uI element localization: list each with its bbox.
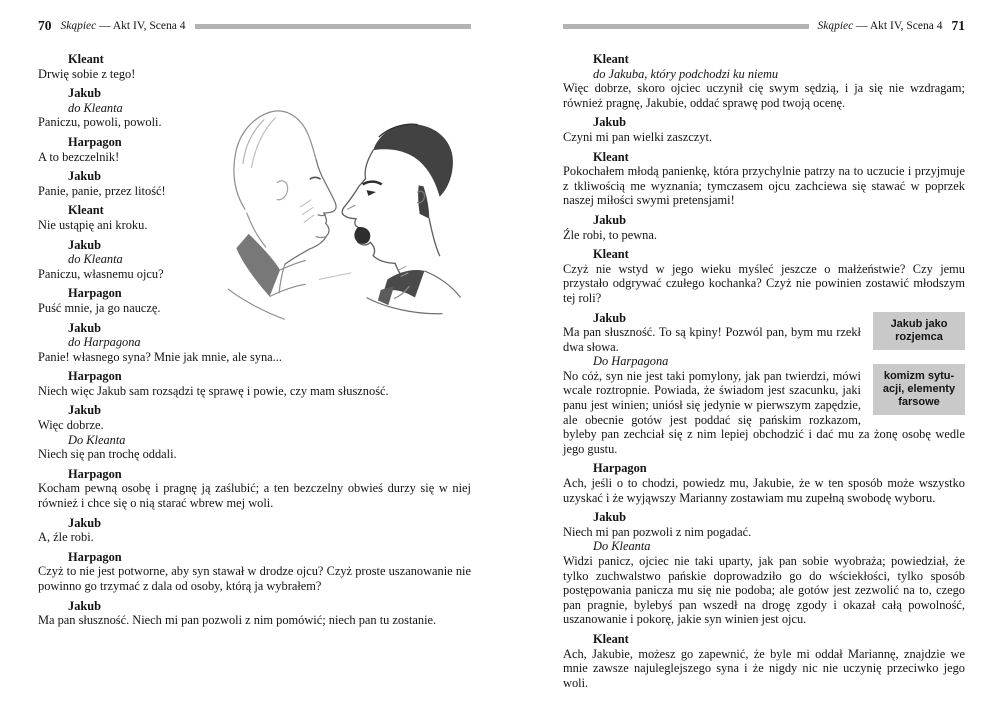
speaker-name: Kleant xyxy=(593,631,629,646)
speaker-name: Jakub xyxy=(68,86,102,101)
dialogue-line: Ach, jeśli o to chodzi, powiedz mu, Jakubie, że w ten sposób może wszystko uzyskać i że wyjąwszy Marianny zostawiam mu zupełną swobodę wyboru. xyxy=(563,476,965,505)
dialogue-line: A to bezczelnik! xyxy=(38,149,120,164)
header-rule-right xyxy=(563,24,809,29)
dialogue-line: Niech mi pan pozwoli z nim pogadać. xyxy=(563,524,752,539)
book-title: Skąpiec xyxy=(817,20,854,32)
speaker-name: Jakub xyxy=(593,510,627,525)
sketch-two-profiles xyxy=(186,92,471,332)
dialogue-entry xyxy=(563,510,965,539)
stage-direction: do Kleanta xyxy=(68,252,123,267)
stage-direction: Do Kleanta xyxy=(593,539,651,554)
illustration-two-faces xyxy=(186,92,471,332)
dialogue-line: Ach, Jakubie, możesz go zapewnić, że byle mi oddał Mariannę, znajdzie we mnie zawsze najuleglejszego syna i że nigdy nic nie uczynię przeciwko jego woli. xyxy=(563,646,965,690)
dialogue-entry xyxy=(563,461,965,505)
dialogue-line: Czyni mi pan wielki zaszczyt. xyxy=(563,129,712,144)
page-right xyxy=(500,0,1000,712)
speaker-name: Jakub xyxy=(68,169,102,184)
dialogue-line: Nie ustąpię ani kroku. xyxy=(38,217,148,232)
margin-notes xyxy=(873,312,965,415)
speaker-name: Jakub xyxy=(593,115,627,130)
speaker-name: Jakub xyxy=(68,515,102,530)
stage-direction: Do Kleanta xyxy=(68,432,126,447)
book-title: Skąpiec xyxy=(60,20,97,32)
stage-direction: Do Harpagona xyxy=(593,354,669,369)
speaker-name: Harpagon xyxy=(68,369,122,384)
dialogue-entry xyxy=(563,213,965,242)
page-header-right xyxy=(563,18,965,34)
dialogue-entry xyxy=(38,403,471,432)
dialogue-line: Więc dobrze. xyxy=(38,418,104,433)
dialogue-line: Paniczu, powoli, powoli. xyxy=(38,115,162,130)
dialogue-line: Ma pan słuszność. To są kpiny! Pozwól pan, bym mu rzekł dwa słowa. xyxy=(563,325,861,354)
margin-note-jakub-rozjemca xyxy=(873,312,965,350)
speaker-name: Jakub xyxy=(68,403,102,418)
dialogue-line: Niech się pan trochę oddali. xyxy=(38,447,177,462)
dialogue-line: Pokochałem młodą panienkę, która przychylnie patrzy na to uczucie i przyjmuje z tkliwością me wyznania; tymczasem ojcu zachciewa się stawać w poprzek naszej miłości swymi pretensjami! xyxy=(563,164,965,208)
dialogue-line: Czyż nie wstyd w jego wieku myśleć jeszcze o małżeństwie? Czy jemu przystało odgrywać czułego kochanka? Czyż nie powinien zostawić młodszym tej roli? xyxy=(563,261,965,305)
dialogue-entry xyxy=(563,247,965,305)
margin-note-komizm-farsa xyxy=(873,364,965,415)
stage-direction: do Jakuba, który podchodzi ku niemu xyxy=(593,66,779,81)
speaker-name: Jakub xyxy=(68,237,102,252)
page-number-right: 71 xyxy=(951,18,965,33)
dialogue-right xyxy=(563,52,965,690)
dialogue-entry xyxy=(563,150,965,208)
dialogue-entry xyxy=(563,52,965,110)
speaker-name: Kleant xyxy=(593,247,629,262)
dialogue-line: Źle robi, to pewna. xyxy=(563,227,657,242)
dialogue-line: Kocham pewną osobę i pragnę ją zaślubić; a ten bezczelny obwieś durzy się w niej również i chce się o nią starać wbrew mej woli. xyxy=(38,481,471,511)
note-line: komizm sytu- xyxy=(883,369,955,382)
note-line: rozjemca xyxy=(895,330,943,343)
stage-direction: do Kleanta xyxy=(68,100,123,115)
speaker-name: Kleant xyxy=(68,52,104,66)
dialogue-entry xyxy=(38,550,471,594)
note-line: farsowe xyxy=(898,395,940,408)
dialogue-line: Puść mnie, ja go nauczę. xyxy=(38,300,161,315)
speaker-name: Harpagon xyxy=(68,286,122,301)
dialogue-line: Ma pan słuszność. Niech mi pan pozwoli z nim pomówić; niech pan tu zostanie. xyxy=(38,613,437,628)
dialogue-line: Paniczu, własnemu ojcu? xyxy=(38,266,164,281)
dialogue-entry xyxy=(38,599,471,628)
header-rule-left xyxy=(195,24,472,29)
running-head-section: — Akt IV, Scena 4 xyxy=(856,20,943,32)
dialogue-entry xyxy=(38,516,471,545)
dialogue-line: A, źle robi. xyxy=(38,530,94,545)
note-line: Jakub jako xyxy=(890,317,948,330)
dialogue-entry xyxy=(563,115,965,144)
running-head-right xyxy=(818,20,943,32)
dialogue-entry xyxy=(38,369,471,398)
speaker-name: Kleant xyxy=(593,149,629,164)
speaker-name: Jakub xyxy=(68,598,102,613)
dialogue-entry xyxy=(563,539,965,627)
dialogue-entry xyxy=(38,467,471,511)
running-head-section: — Akt IV, Scena 4 xyxy=(99,20,186,32)
dialogue-left xyxy=(38,52,471,628)
dialogue-line: Czyż to nie jest potworne, aby syn stawał w drodze ojcu? Czyż proste uszanowanie nie powinno go trzymać z dala od osoby, którą ja wybrałem? xyxy=(38,564,471,593)
speaker-name: Kleant xyxy=(593,52,629,66)
dialogue-entry xyxy=(38,433,471,462)
speaker-name: Harpagon xyxy=(68,466,122,481)
dialogue-line: Więc dobrze, skoro ojciec uczynił cię swym sędzią, i ja się nie wzdragam; również pragnę, Jakubie, oddać sprawę pod twoją ocenę. xyxy=(563,81,965,110)
dialogue-line: Drwię sobie z tego! xyxy=(38,66,136,81)
speaker-name: Jakub xyxy=(593,212,627,227)
speaker-name: Harpagon xyxy=(68,549,122,564)
speaker-name: Harpagon xyxy=(68,134,122,149)
dialogue-line: Panie, panie, przez litość! xyxy=(38,183,166,198)
speaker-name: Jakub xyxy=(68,320,102,335)
dialogue-line: Panie! własnego syna? Mnie jak mnie, ale syna... xyxy=(38,349,282,364)
note-line: acji, elementy xyxy=(882,382,956,395)
dialogue-entry xyxy=(38,52,471,81)
dialogue-line: Widzi panicz, ojciec nie taki uparty, jak pan sobie wyobraża; powiedział, że tylko zuchwalstwo pańskie doprowadziło go do wściekłości, tylko sposób postępowania panicza mu się nie podoba; ale gotów jest zezwolić na to, czego pan pragnie, bylebyś pan wszedł na drogę zgody i okazał całą powolność, uszanowanie i pokorę, jakie syn winien jest ojcu. xyxy=(563,554,965,627)
speaker-name: Kleant xyxy=(68,203,104,218)
dialogue-entry xyxy=(563,632,965,690)
running-head-left xyxy=(61,20,186,32)
dialogue-line: Niech więc Jakub sam rozsądzi tę sprawę i powie, czy mam słuszność. xyxy=(38,383,389,398)
stage-direction: do Harpagona xyxy=(68,335,141,350)
dialogue-line: No cóż, syn nie jest taki pomylony, jak pan twierdzi, mówi wcale roztropnie. Powiada, że świadom jest szacunku, jaki panu jest winien; uniósł się jedynie w pierwszym zapędzie, ale obecnie gotów jest poddać się pańskim rozkazom, byleby pan zechciał się z nim lepiej obchodzić i dać mu za żonę osobę wedle jego gustu. xyxy=(563,368,965,456)
speaker-name: Jakub xyxy=(593,310,627,325)
speaker-name: Harpagon xyxy=(593,461,647,476)
page-header-left xyxy=(38,18,471,34)
page-number-left: 70 xyxy=(38,18,52,33)
